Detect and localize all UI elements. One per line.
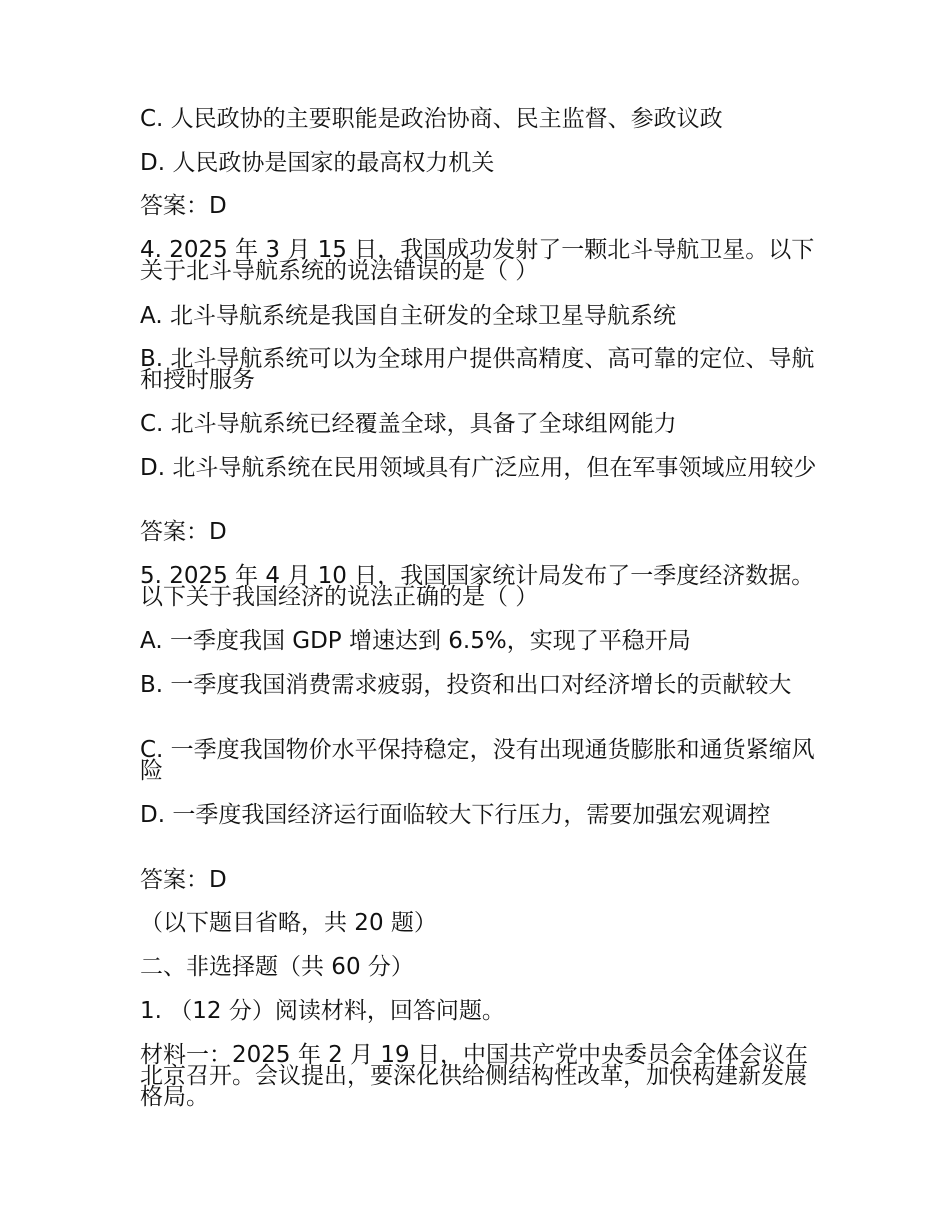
answer-q5: 答案：D [140,867,227,893]
option-d-q4: D. 北斗导航系统在民用领域具有广泛应用，但在军事领域应用较少 [140,455,817,481]
option-c-q4: C. 北斗导航系统已经覆盖全球，具备了全球组网能力 [140,411,677,437]
option-b-q4: B. 北斗导航系统可以为全球用户提供高精度、高可靠的定位、导航和授时服务 [140,346,815,393]
option-a-q4: A. 北斗导航系统是我国自主研发的全球卫星导航系统 [140,303,676,329]
option-c-q5: C. 一季度我国物价水平保持稳定，没有出现通货膨胀和通货紧缩风险 [140,737,815,784]
option-b-q5: B. 一季度我国消费需求疲弱，投资和出口对经济增长的贡献较大 [140,672,792,698]
option-d-q3: D. 人民政协是国家的最高权力机关 [140,150,495,176]
material-one: 材料一：2025 年 2 月 19 日，中国共产党中央委员会全体会议在北京召开。会议提出，要深化供给侧结构性改革，加快构建新发展格局。 [140,1042,808,1110]
section-heading: 二、非选择题（共 60 分） [140,954,414,980]
option-a-q5: A. 一季度我国 GDP 增速达到 6.5%，实现了平稳开局 [140,628,691,654]
answer-q4: 答案：D [140,519,227,545]
omitted-note: （以下题目省略，共 20 题） [140,910,437,936]
question-5: 5. 2025 年 4 月 10 日，我国国家统计局发布了一季度经济数据。以下关于我国经济的说法正确的是（ ） [140,563,815,610]
option-d-q5: D. 一季度我国经济运行面临较大下行压力，需要加强宏观调控 [140,802,771,828]
option-c-q3: C. 人民政协的主要职能是政治协商、民主监督、参政议政 [140,106,723,132]
question-1-nonchoice: 1. （12 分）阅读材料，回答问题。 [140,998,505,1024]
question-4: 4. 2025 年 3 月 15 日，我国成功发射了一颗北斗导航卫星。以下关于北斗导航系统的说法错误的是（ ） [140,237,815,284]
answer-q3: 答案：D [140,193,227,219]
